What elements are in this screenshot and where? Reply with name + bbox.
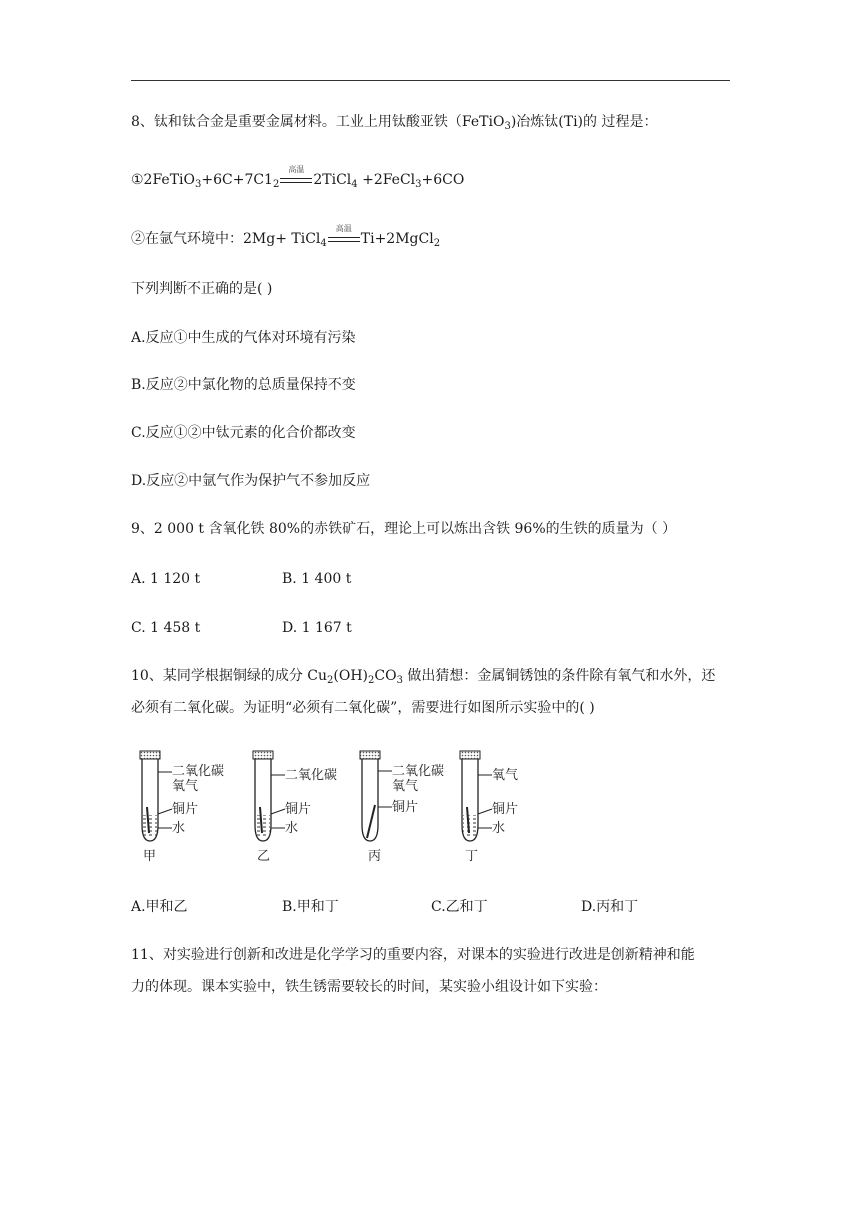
tube-yi-name: 乙 — [257, 849, 271, 864]
tube-ding — [460, 751, 518, 864]
tube-yi — [253, 751, 337, 864]
tube-ding-name: 丁 — [465, 849, 479, 864]
q9-stem: 9、2 000 t 含氧化铁 80%的赤铁矿石，理论上可以炼出含铁 96%的生铁的质量为（ ） — [131, 521, 677, 537]
tube-jia-o2-label: 氧气 — [172, 779, 199, 794]
q10-option-a: A.甲和乙 — [131, 899, 188, 915]
reaction-condition-arrow: 高温 — [327, 229, 361, 249]
q10-option-c: C.乙和丁 — [431, 899, 488, 915]
q8-option-a: A.反应①中生成的气体对环境有污染 — [131, 330, 356, 346]
tube-jia-copper-label: 铜片 — [172, 802, 199, 817]
q8-option-d: D.反应②中氩气作为保护气不参加反应 — [131, 473, 371, 489]
q8-equation-1: $①2FeTiO_3+6C+7C1_2$ 高温 2TiCl$_4$ +2FeCl$_3$+6CO — [131, 165, 465, 190]
tube-jia-name: 甲 — [143, 849, 157, 864]
tube-jia — [140, 751, 224, 864]
test-tube-figure — [125, 745, 545, 870]
tube-bing-copper-label: 铜片 — [392, 800, 419, 815]
tube-jia-co2-label: 二氧化碳 — [172, 764, 225, 779]
q9-option-c: C. 1 458 t — [131, 620, 201, 636]
tube-ding-water-label: 水 — [492, 821, 506, 836]
q10-option-b: B.甲和丁 — [282, 899, 339, 915]
tube-yi-copper-label: 铜片 — [285, 802, 312, 817]
tube-bing-name: 丙 — [368, 849, 382, 864]
reaction-condition-arrow: 高温 — [279, 170, 313, 190]
q8-option-c: C.反应①②中钛元素的化合价都改变 — [131, 425, 356, 441]
tube-yi-water-label: 水 — [285, 821, 299, 836]
q8-prompt: 下列判断不正确的是( ) — [131, 281, 273, 297]
q10-stem-line1: 10、某同学根据铜绿的成分 $Cu_2(OH)_2CO_3$ 做出猜想：金属铜锈蚀的条件除有氧气和水外，还 — [131, 668, 716, 686]
tube-jia-water-label: 水 — [172, 821, 186, 836]
tube-ding-o2-label: 氧气 — [492, 768, 519, 783]
tube-bing-o2-label: 氧气 — [392, 779, 419, 794]
q11-line2: 力的体现。课本实验中，铁生锈需要较长的时间，某实验小组设计如下实验： — [131, 979, 607, 995]
tube-ding-copper-label: 铜片 — [492, 802, 519, 817]
q11-line1: 11、对实验进行创新和改进是化学学习的重要内容，对课本的实验进行改进是创新精神和能 — [131, 947, 695, 963]
q10-stem-line2: 必须有二氧化碳。为证明“必须有二氧化碳”，需要进行如图所示实验中的( ) — [131, 700, 595, 716]
q8-equation-2: ②在氩气环境中：2Mg+ TiCl$_4$ 高温 Ti+2MgCl$_2$ — [131, 224, 441, 249]
q9-option-b: B. 1 400 t — [282, 571, 352, 587]
tube-bing — [360, 751, 444, 864]
tube-bing-co2-label: 二氧化碳 — [392, 764, 445, 779]
q9-option-a: A. 1 120 t — [131, 571, 201, 587]
q9-option-d: D. 1 167 t — [282, 620, 352, 636]
header-rule — [131, 80, 730, 81]
q8-option-b: B.反应②中氯化物的总质量保持不变 — [131, 377, 356, 393]
q10-option-d: D.丙和丁 — [581, 899, 639, 915]
q8-stem: 8、钛和钛合金是重要金属材料。工业上用钛酸亚铁（FeTiO$_3$)冶炼钛(Ti)的 过程是： — [131, 114, 658, 132]
tube-yi-co2-label: 二氧化碳 — [285, 768, 338, 783]
